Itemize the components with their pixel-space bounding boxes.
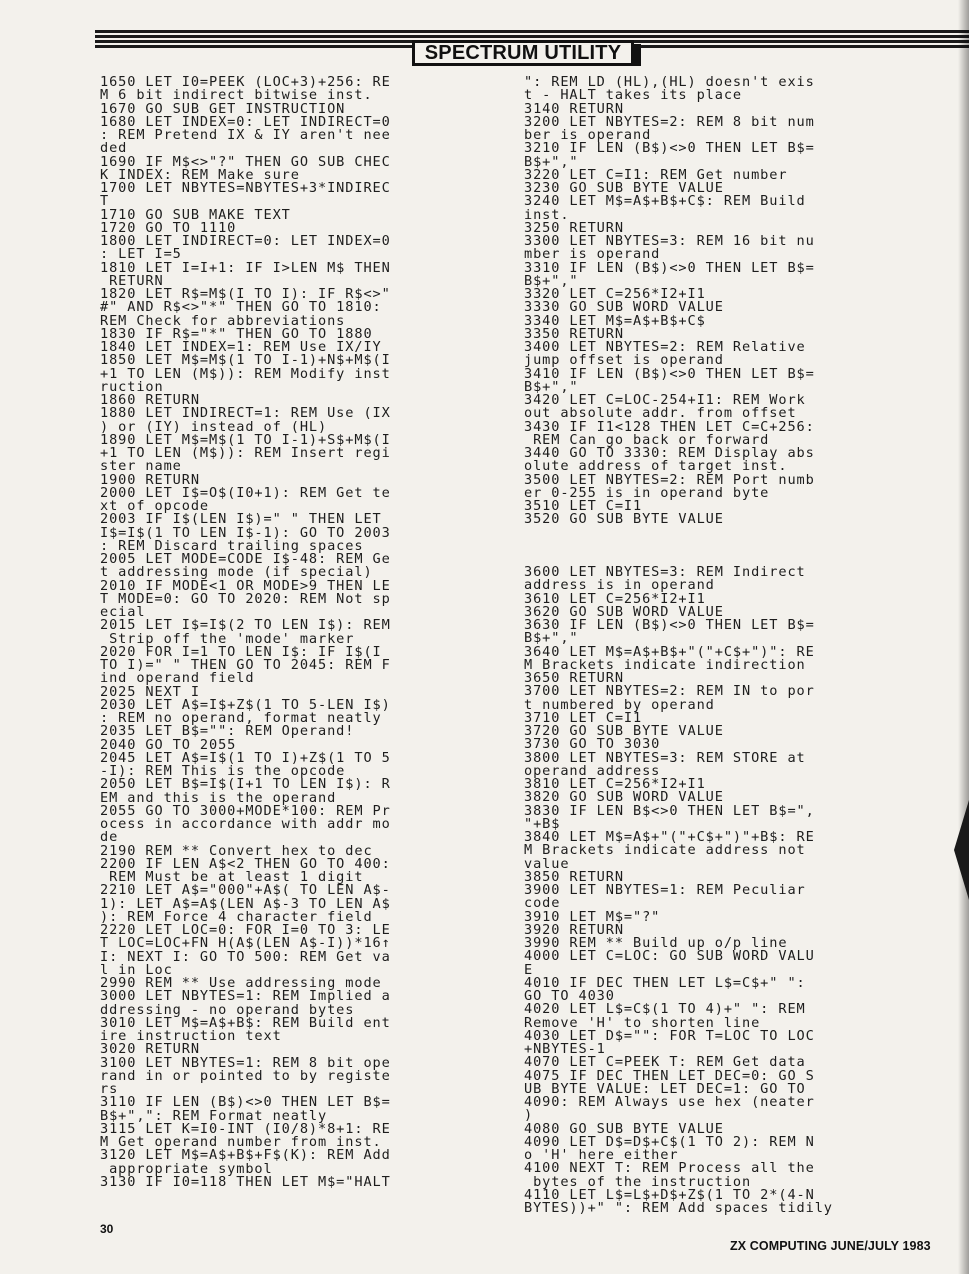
code-line: REM Can go back or forward — [524, 431, 770, 448]
code-line: ddressing - no operand bytes — [100, 1001, 355, 1018]
code-line: 3640 LET M$=A$+B$+"("+C$+")": RE — [524, 643, 815, 660]
code-line: +1 TO LEN (M$)): REM Insert regi — [100, 445, 391, 461]
code-line: 3230 GO SUB BYTE VALUE — [524, 180, 724, 196]
code-line: 3320 LET C=256*I2+I1 — [524, 286, 706, 302]
code-line: 3650 RETURN — [524, 670, 624, 686]
code-line: 3730 GO TO 3030 — [524, 736, 661, 753]
code-line: 3630 IF LEN (B$)<>0 THEN LET B$= — [524, 617, 815, 633]
code-line: 3120 LET M$=A$+B$+F$(K): REM Add — [100, 1147, 391, 1164]
code-line: M Brackets indicate indirection — [524, 656, 806, 673]
code-line: REM Check for abbreviations — [100, 312, 346, 329]
code-line: jump offset is operand — [524, 352, 724, 369]
code-line: T LOC=LOC+FN H(A$(LEN A$-I))*16↑ — [100, 935, 391, 952]
code-line: inst. — [524, 206, 570, 223]
code-line: 1680 LET INDEX=0: LET INDIRECT=0 — [100, 113, 391, 130]
code-line: ) — [524, 1107, 534, 1124]
code-line: 3510 LET C=I1 — [524, 498, 643, 514]
code-line: -I): REM This is the opcode — [100, 763, 346, 779]
code-line: E — [524, 961, 534, 978]
code-line: 3520 GO SUB BYTE VALUE — [524, 511, 724, 528]
code-line: 2000 LET I$=O$(I0+1): REM Get te — [100, 484, 391, 501]
code-line: 2040 GO TO 2055 — [100, 736, 237, 753]
code-line: o 'H' here either — [524, 1147, 679, 1163]
listing-right-column-bottom — [524, 566, 969, 1215]
code-line: ) or (IY) instead of (HL) — [100, 418, 328, 435]
code-line: code — [524, 895, 561, 912]
code-line: 3800 LET NBYTES=3: REM STORE at — [524, 749, 806, 766]
code-line: 3330 GO SUB WORD VALUE — [524, 299, 724, 316]
code-line: B$+"," — [524, 272, 579, 289]
page-number: 30 — [100, 1222, 114, 1236]
code-line: rs — [100, 1081, 119, 1097]
code-line: 1830 IF R$="*" THEN GO TO 1880 — [100, 325, 373, 342]
code-line: ire instruction text — [100, 1028, 282, 1044]
code-line: 3300 LET NBYTES=3: REM 16 bit nu — [524, 233, 815, 249]
code-line: bytes of the instruction — [524, 1173, 752, 1190]
code-line: 1700 LET NBYTES=NBYTES+3*INDIREC — [100, 180, 391, 196]
code-line: T — [100, 193, 110, 210]
code-line: 1710 GO SUB MAKE TEXT — [100, 206, 291, 223]
code-line: 3850 RETURN — [524, 868, 624, 885]
code-line: rand in or pointed to by registe — [100, 1067, 391, 1084]
code-line: 3020 RETURN — [100, 1041, 200, 1058]
code-line: 3410 IF LEN (B$)<>0 THEN LET B$= — [524, 365, 815, 382]
code-line: 2190 REM ** Convert hex to dec — [100, 842, 373, 859]
code-line: out absolute addr. from offset — [524, 405, 797, 422]
code-line: 3910 LET M$="?" — [524, 908, 661, 925]
code-line: GO TO 4030 — [524, 988, 615, 1004]
listing-right-column-top — [524, 76, 969, 527]
code-line: de — [100, 829, 119, 846]
code-line: 3240 LET M$=A$+B$+C$: REM Build — [524, 193, 806, 210]
code-line: 3720 GO SUB BYTE VALUE — [524, 723, 724, 739]
code-line: B$+"," — [524, 153, 579, 170]
code-line: 1810 LET I=I+1: IF I>LEN M$ THEN — [100, 259, 391, 276]
code-line: 4100 NEXT T: REM Process all the — [524, 1160, 815, 1177]
code-line: 3430 IF I1<128 THEN LET C=C+256: — [524, 418, 815, 435]
code-line: 3820 GO SUB WORD VALUE — [524, 789, 724, 806]
code-line: 3710 LET C=I1 — [524, 709, 643, 726]
code-line: 3140 RETURN — [524, 100, 624, 117]
code-line: 4020 LET L$=C$(1 TO 4)+" ": REM — [524, 1001, 806, 1018]
code-line: operand address — [524, 762, 661, 779]
code-line: 4110 LET L$=L$+D$+Z$(1 TO 2*(4-N — [524, 1186, 815, 1203]
code-line: value — [524, 855, 570, 872]
code-line: l in Loc — [100, 961, 173, 978]
code-line: 2220 LET LOC=0: FOR I=0 TO 3: LE — [100, 922, 391, 938]
code-line: 1890 LET M$=M$(1 TO I-1)+S$+M$(I — [100, 431, 391, 448]
code-line: 3500 LET NBYTES=2: REM Port numb — [524, 471, 815, 488]
code-line: 2030 LET A$=I$+Z$(1 TO 5-LEN I$) — [100, 696, 391, 713]
code-line: 2990 REM ** Use addressing mode — [100, 975, 382, 991]
code-line: t numbered by operand — [524, 696, 715, 713]
code-line: M 6 bit indirect bitwise inst. — [100, 87, 373, 104]
code-line: 4080 GO SUB BYTE VALUE — [524, 1120, 724, 1137]
code-line: 4000 LET C=LOC: GO SUB WORD VALU — [524, 948, 815, 965]
code-line: 2005 LET MODE=CODE I$-48: REM Ge — [100, 551, 391, 567]
code-line: I$=I$(1 TO LEN I$-1): GO TO 2003 — [100, 524, 391, 541]
code-line: 2210 LET A$="000"+A$( TO LEN A$- — [100, 882, 391, 899]
code-line: er 0-255 is in operand byte — [524, 484, 770, 501]
code-line: : REM Pretend IX & IY aren't nee — [100, 127, 391, 143]
code-line: M Get operand number from inst. — [100, 1134, 382, 1150]
code-line: #" AND R$<>"*" THEN GO TO 1810: — [100, 299, 382, 316]
code-line: 3250 RETURN — [524, 219, 624, 236]
code-line: 2200 IF LEN A$<2 THEN GO TO 400: — [100, 855, 391, 872]
code-line: mber is operand — [524, 246, 661, 263]
code-line: 2025 NEXT I — [100, 683, 200, 700]
code-line: Strip off the 'mode' marker — [100, 630, 355, 647]
code-line: ind operand field — [100, 670, 255, 687]
code-line: olute address of target inst. — [524, 458, 788, 475]
code-line: 1820 LET R$=M$(I TO I): IF R$<>" — [100, 286, 391, 302]
code-line: 4010 IF DEC THEN LET L$=C$+" ": — [524, 974, 806, 991]
code-line: 2055 GO TO 3000+MODE*100: REM Pr — [100, 802, 391, 819]
code-line: 3600 LET NBYTES=3: REM Indirect — [524, 564, 806, 580]
code-line: t - HALT takes its place — [524, 87, 743, 104]
code-line: 3700 LET NBYTES=2: REM IN to por — [524, 683, 815, 700]
code-line: ster name — [100, 458, 182, 475]
code-line: I: NEXT I: GO TO 500: REM Get va — [100, 948, 391, 965]
code-line: ruction — [100, 378, 164, 395]
page-title: SPECTRUM UTILITY — [412, 40, 634, 66]
code-line: 3210 IF LEN (B$)<>0 THEN LET B$= — [524, 140, 815, 157]
code-line: 3830 IF LEN B$<>0 THEN LET B$=", — [524, 802, 815, 819]
code-line: 3220 LET C=I1: REM Get number — [524, 166, 788, 183]
code-line: B$+",": REM Format neatly — [100, 1107, 328, 1124]
code-line: 4075 IF DEC THEN LET DEC=0: GO S — [524, 1067, 815, 1084]
code-line: 3610 LET C=256*I2+I1 — [524, 590, 706, 607]
code-line: 3350 RETURN — [524, 325, 624, 342]
code-line: 2010 IF MODE<1 OR MODE>9 THEN LE — [100, 577, 391, 594]
code-line: 3810 LET C=256*I2+I1 — [524, 776, 706, 792]
code-line: 1800 LET INDIRECT=0: LET INDEX=0 — [100, 233, 391, 249]
code-line: 1650 LET I0=PEEK (LOC+3)+256: RE — [100, 74, 391, 90]
code-line: EM and this is the operand — [100, 789, 337, 806]
title-tab-decoration — [634, 44, 641, 66]
code-line: 1840 LET INDEX=1: REM Use IX/IY — [100, 339, 382, 355]
code-line: B$+"," — [524, 378, 579, 395]
code-line: 3920 RETURN — [524, 921, 624, 938]
code-line: 2045 LET A$=I$(1 TO I)+Z$(1 TO 5 — [100, 749, 391, 766]
code-line: 1720 GO TO 1110 — [100, 219, 237, 236]
code-line: B$+"," — [524, 630, 579, 647]
code-line: 2050 LET B$=I$(I+1 TO LEN I$): R — [100, 776, 391, 793]
code-line: : LET I=5 — [100, 246, 182, 263]
code-line: 1): LET A$=A$(LEN A$-3 TO LEN A$ — [100, 895, 391, 912]
code-line: +1 TO LEN (M$)): REM Modify inst — [100, 365, 391, 382]
code-line: address is in operand — [524, 577, 715, 594]
code-line: 3310 IF LEN (B$)<>0 THEN LET B$= — [524, 259, 815, 276]
code-line: ded — [100, 140, 128, 157]
code-line: 4090: REM Always use hex (neater — [524, 1094, 815, 1110]
code-line: 1670 GO SUB GET INSTRUCTION — [100, 100, 346, 117]
code-line: ): REM Force 4 character field — [100, 908, 373, 925]
code-line: ocess in accordance with addr mo — [100, 816, 391, 832]
code-line: UB BYTE VALUE: LET DEC=1: GO TO — [524, 1080, 806, 1097]
code-line: 3420 LET C=LOC-254+I1: REM Work — [524, 392, 806, 408]
code-line: 3340 LET M$=A$+B$+C$ — [524, 312, 706, 329]
code-line: BYTES))+" ": REM Add spaces tidily — [524, 1200, 833, 1216]
code-line: : REM Discard trailing spaces — [100, 537, 364, 554]
code-line: 3100 LET NBYTES=1: REM 8 bit ope — [100, 1054, 391, 1071]
code-line: 1880 LET INDIRECT=1: REM Use (IX — [100, 405, 391, 422]
code-line: 3110 IF LEN (B$)<>0 THEN LET B$= — [100, 1094, 391, 1111]
code-line: "+B$ — [524, 815, 561, 832]
code-line: K INDEX: REM Make sure — [100, 166, 300, 183]
code-line: 2020 FOR I=1 TO LEN I$: IF I$(I — [100, 643, 382, 660]
code-line: T MODE=0: GO TO 2020: REM Not sp — [100, 590, 391, 607]
code-line: 3000 LET NBYTES=1: REM Implied a — [100, 988, 391, 1005]
code-line: M Brackets indicate address not — [524, 842, 806, 859]
code-line: ecial — [100, 604, 146, 620]
code-line: Remove 'H' to shorten line — [524, 1014, 761, 1031]
code-line: 1860 RETURN — [100, 392, 200, 408]
code-line: appropriate symbol — [100, 1160, 273, 1177]
code-line: TO I)=" " THEN GO TO 2045: REM F — [100, 657, 391, 673]
code-line: ": REM LD (HL),(HL) doesn't exis — [524, 74, 815, 90]
code-line: 3900 LET NBYTES=1: REM Peculiar — [524, 882, 806, 898]
code-line: 2015 LET I$=I$(2 TO LEN I$): REM — [100, 617, 391, 634]
code-line: +NBYTES-1 — [524, 1041, 606, 1057]
code-line: 3440 GO TO 3330: REM Display abs — [524, 445, 815, 461]
page-edge-shadow — [958, 0, 969, 1274]
code-line: 3200 LET NBYTES=2: REM 8 bit num — [524, 113, 815, 130]
code-line: 3990 REM ** Build up o/p line — [524, 935, 788, 951]
code-line: 3130 IF I0=118 THEN LET M$="HALT — [100, 1173, 391, 1190]
code-line: RETURN — [100, 272, 164, 289]
code-line: xt of opcode — [100, 498, 210, 514]
code-line: 2035 LET B$="": REM Operand! — [100, 723, 355, 740]
code-line: 3840 LET M$=A$+"("+C$+")"+B$: RE — [524, 829, 815, 845]
code-line: 1850 LET M$=M$(1 TO I-1)+N$+M$(I — [100, 352, 391, 369]
code-line: 3620 GO SUB WORD VALUE — [524, 603, 724, 620]
code-line: 3400 LET NBYTES=2: REM Relative — [524, 339, 806, 355]
code-line: 4030 LET D$="": FOR T=LOC TO LOC — [524, 1027, 815, 1044]
magazine-issue-footer: ZX COMPUTING JUNE/JULY 1983 — [730, 1239, 931, 1253]
code-line: 3115 LET K=I0-INT (I0/8)*8+1: RE — [100, 1120, 391, 1137]
code-line: 4070 LET C=PEEK T: REM Get data — [524, 1054, 806, 1071]
code-line: 2003 IF I$(LEN I$)=" " THEN LET — [100, 511, 382, 528]
code-line: ber is operand — [524, 127, 652, 143]
code-line: 1690 IF M$<>"?" THEN GO SUB CHEC — [100, 153, 391, 170]
code-line: 1900 RETURN — [100, 471, 200, 488]
code-line: : REM no operand, format neatly — [100, 710, 382, 726]
code-line: t addressing mode (if special) — [100, 564, 373, 581]
code-line: 3010 LET M$=A$+B$: REM Build ent — [100, 1014, 391, 1031]
listing-left-column — [100, 76, 518, 1189]
code-line: 4090 LET D$=D$+C$(1 TO 2): REM N — [524, 1133, 815, 1150]
code-line: REM Must be at least 1 digit — [100, 869, 364, 885]
